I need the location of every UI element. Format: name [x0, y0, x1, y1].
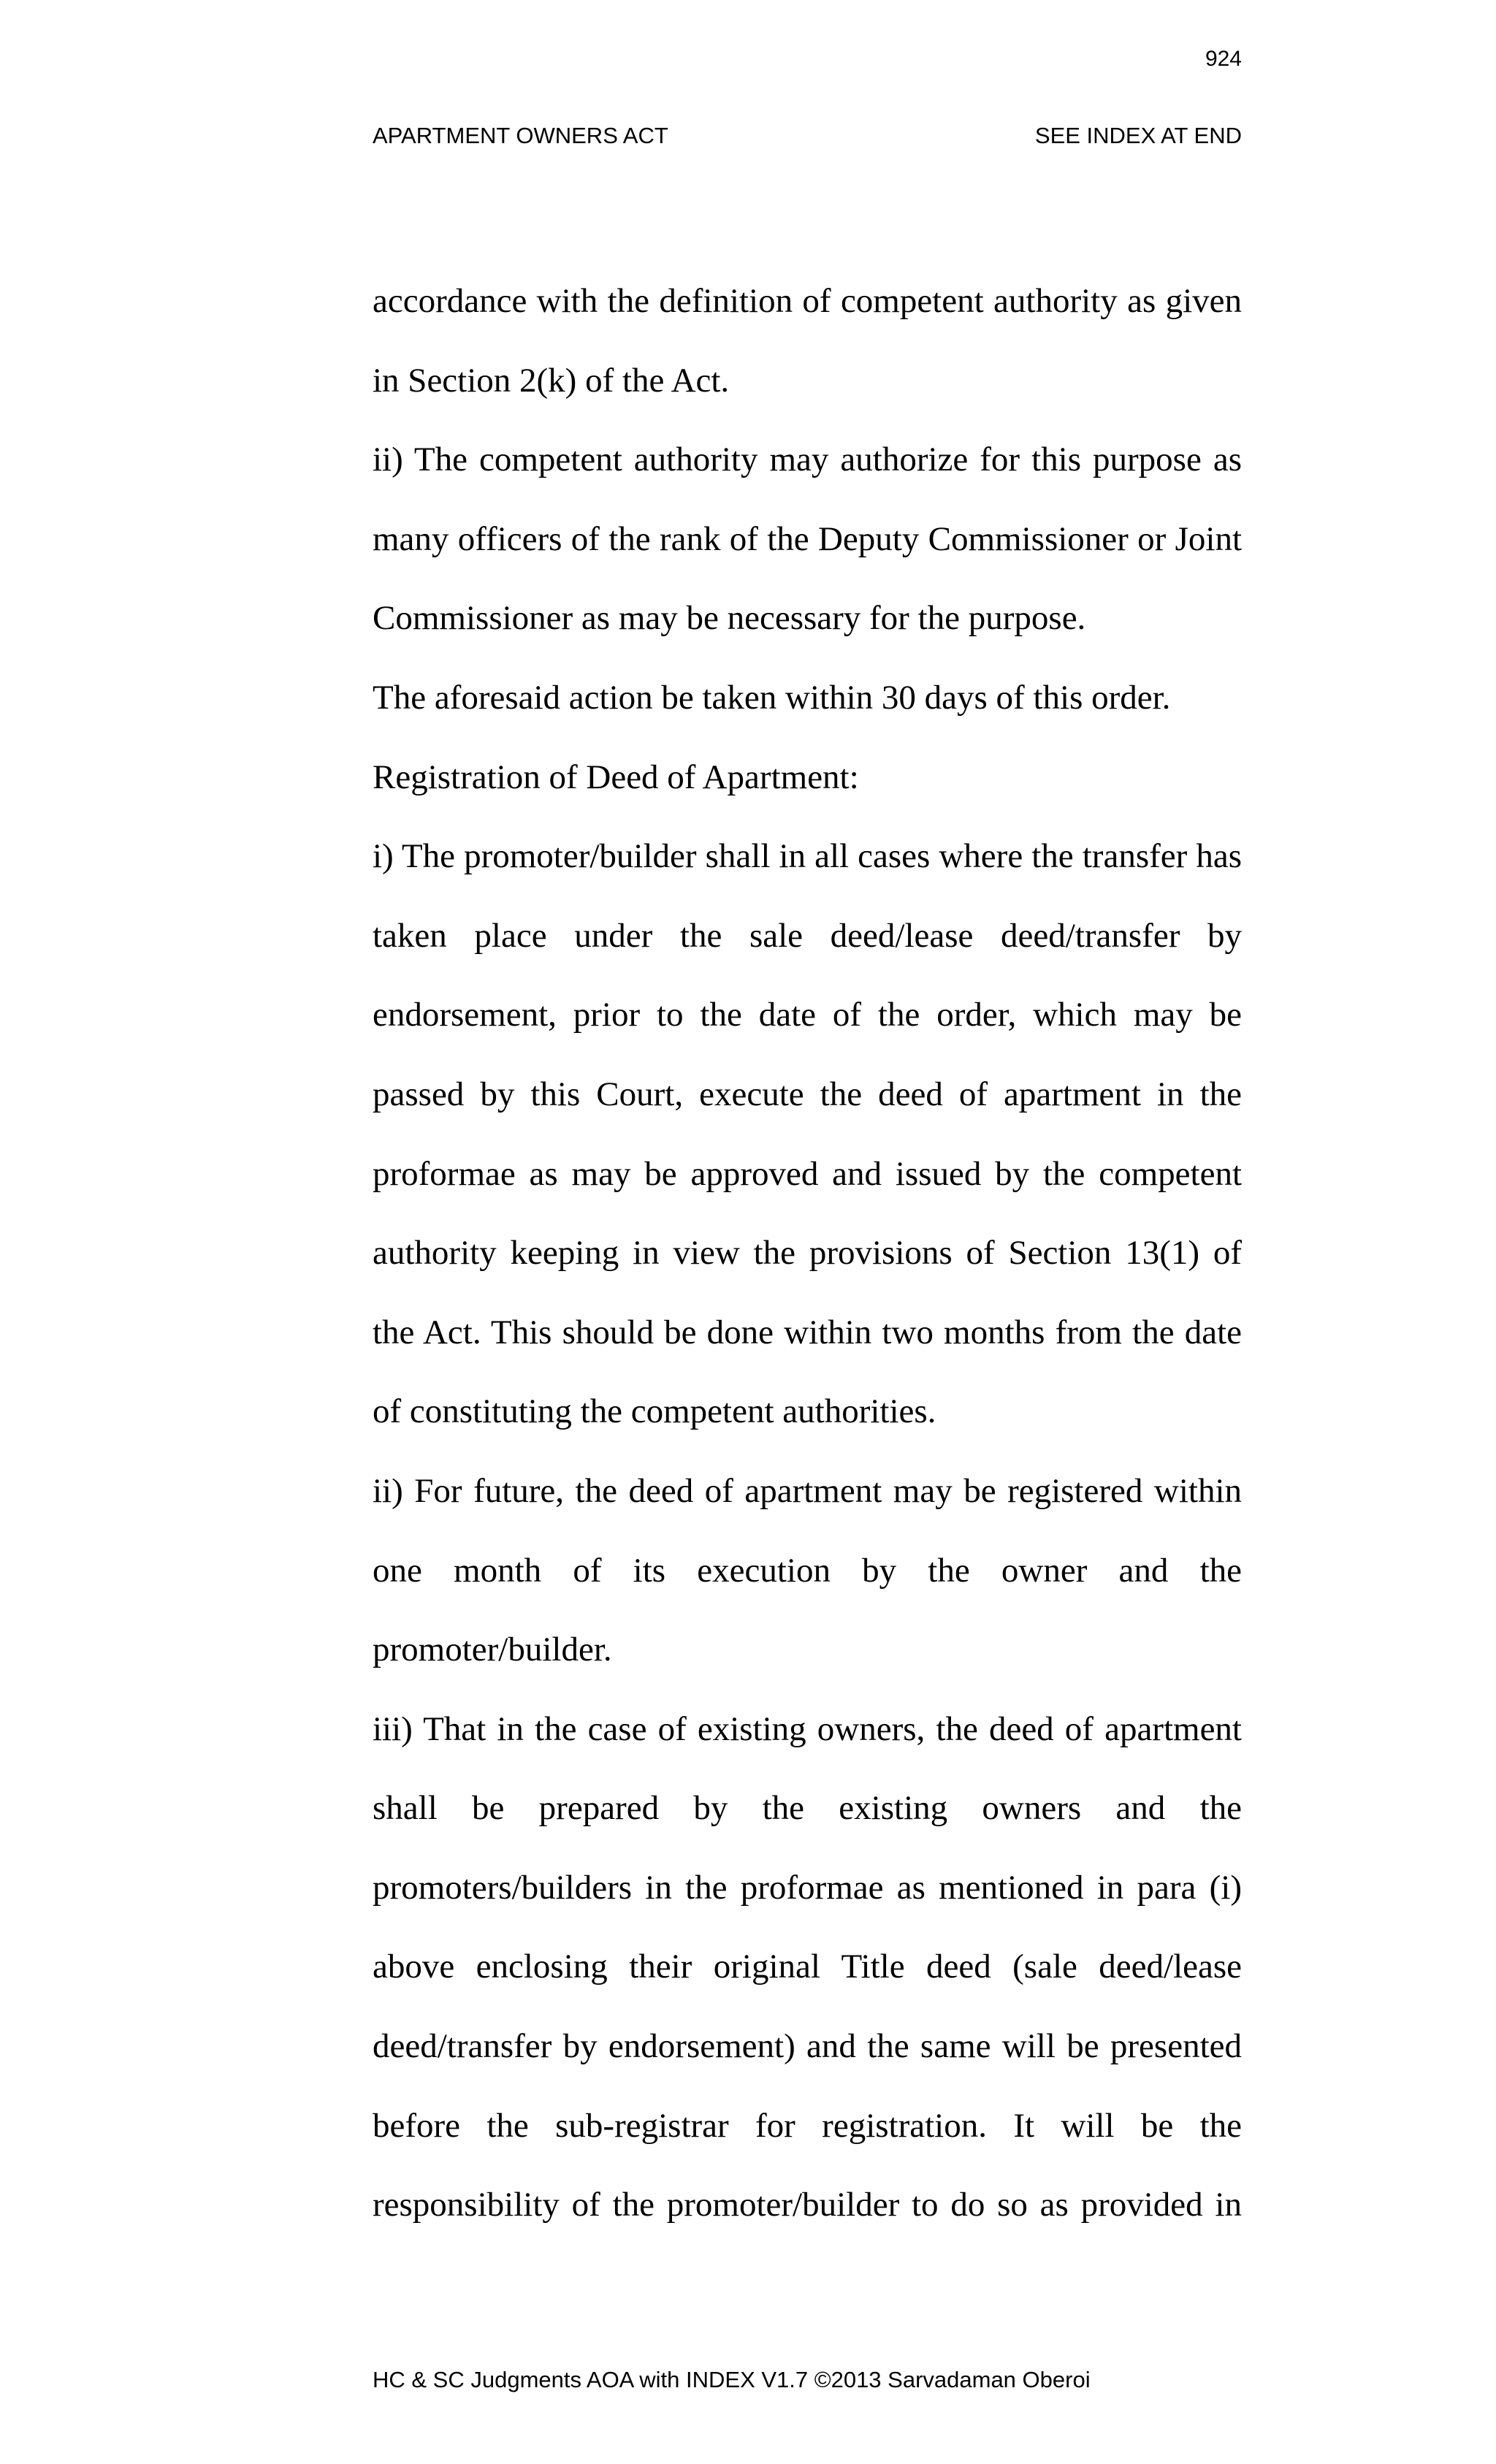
running-header: [373, 123, 1242, 149]
paragraph-7: iii) That in the case of existing owners, the deed of apartment shall be prepared by the existing owners and the promoters/builders in the proformae as mentioned in para (i) above enclosing their original Title deed (sale deed/lease deed/transfer by endorsement) and the same will be presented before the sub-registrar for registration. It will be the responsibility of the promoter/builder to do so as provided in: [373, 1709, 1242, 2224]
header-title-right: SEE INDEX AT END: [1034, 123, 1242, 148]
paragraph-5: i) The promoter/builder shall in all cases where the transfer has taken place under the sale deed/lease deed/transfer by endorsement, prior to the date of the order, which may be passed by this Court, execute the deed of apartment in the proformae as may be approved and issued by the competent authority keeping in view the provisions of Section 13(1) of the Act. This should be done within two months from the date of constituting the competent authorities.: [373, 837, 1242, 1431]
page-footer: HC & SC Judgments AOA with INDEX V1.7 ©2013 Sarvadaman Oberoi: [373, 2367, 1091, 2392]
paragraph-1: accordance with the definition of competent authority as given in Section 2(k) of the Act.: [373, 282, 1242, 400]
paragraph-2: ii) The competent authority may authorize for this purpose as many officers of the rank of the Deputy Commissioner or Joint Commissioner as may be necessary for the purpose.: [373, 440, 1242, 638]
page-number: 924: [1205, 47, 1242, 71]
paragraph-6: ii) For future, the deed of apartment may be registered within one month of its execution by the owner and the promoter/builder.: [373, 1471, 1242, 1669]
section-heading-registration: Registration of Deed of Apartment:: [373, 758, 859, 796]
header-title-left: APARTMENT OWNERS ACT: [373, 123, 668, 148]
body-text: [373, 262, 1242, 2245]
paragraph-3: The aforesaid action be taken within 30 days of this order.: [373, 678, 1171, 717]
